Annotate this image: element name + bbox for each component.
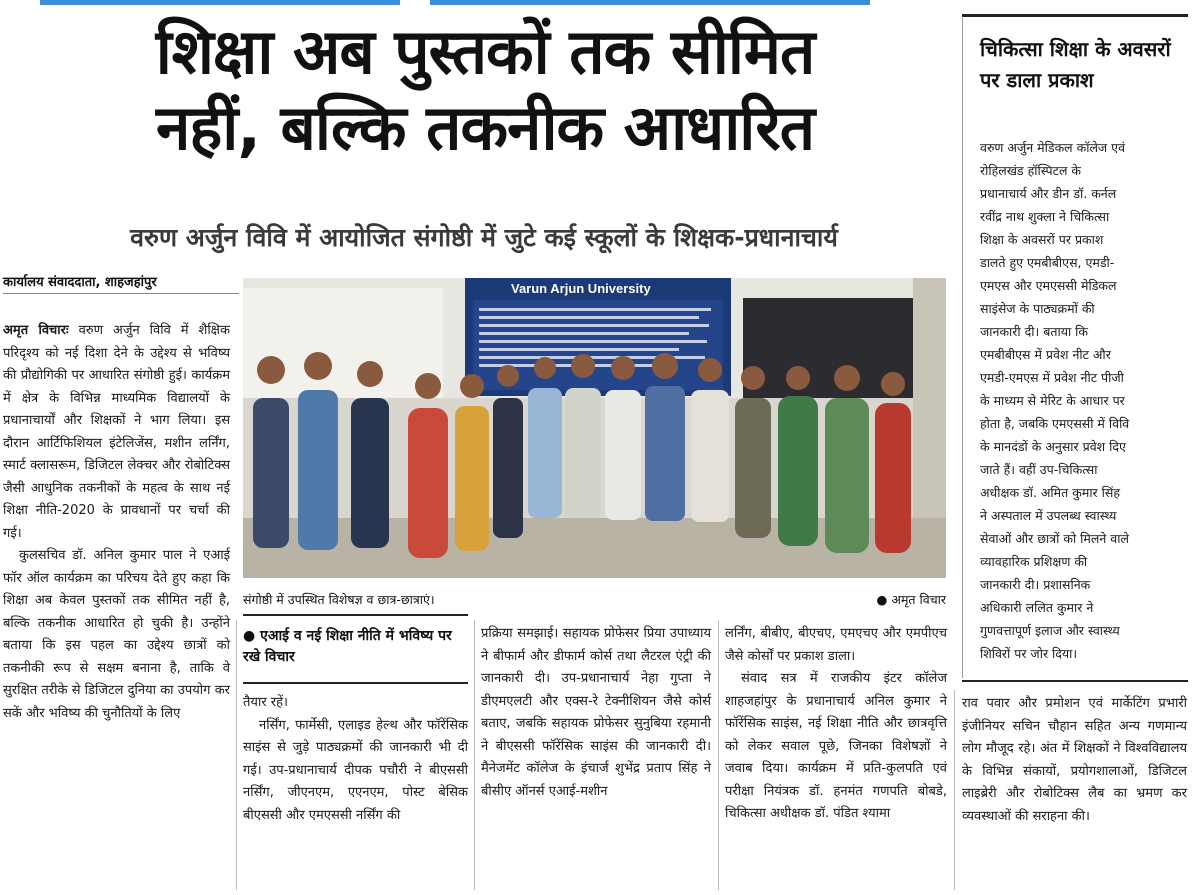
paragraph: तैयार रहें। bbox=[243, 695, 288, 710]
article-column-1 bbox=[3, 320, 230, 725]
article-column-4 bbox=[725, 623, 947, 826]
paragraph: संवाद सत्र में राजकीय इंटर कॉलेज शाहजहांपुर के प्रधानाचार्य अनिल कुमार ने फॉरेंसिक साइंस, नई शिक्षा नीति और छात्रवृत्ति को लेकर सवाल पूछे, जिनका विशेषज्ञों ने जवाब दिया। कार्यक्रम में प्रति-कुलपति एवं परीक्षा नियंत्रक डॉ. हनमंत गणपति बोबडे, चिकित्सा अधीक्षक डॉ. पंडित श्यामा bbox=[725, 671, 947, 821]
sidebar-left-rule bbox=[962, 18, 963, 678]
subhead-box-bottom-rule bbox=[243, 682, 468, 684]
byline: कार्यालय संवाददाता, शाहजहांपुर bbox=[3, 272, 239, 294]
sidebar-title: चिकित्सा शिक्षा के अवसरों पर डाला प्रकाश bbox=[980, 37, 1171, 92]
screen-banner-title: Varun Arjun University bbox=[511, 281, 651, 296]
column-divider bbox=[236, 620, 237, 890]
column-divider bbox=[474, 620, 475, 890]
lead-paragraph bbox=[3, 320, 230, 545]
headline-line-1: शिक्षा अब पुस्तकों तक सीमित bbox=[155, 15, 815, 88]
paragraph: लर्निंग, बीबीए, बीएचए, एमएचए और एमपीएच जैसे कोर्सों पर प्रकाश डाला। bbox=[725, 626, 947, 664]
paragraph: प्रक्रिया समझाई। सहायक प्रोफेसर प्रिया उपाध्याय ने बीफार्म और डीफार्म कोर्स तथा लैटरल एंट्री की जानकारी दी। उप-प्रधानाचार्य नेहा गुप्ता ने डीएमएलटी और एक्स-रे टेक्नीशियन जैसे कोर्स बताए, जबकि सहायक प्रोफेसर सुनुबिया रहमानी ने बीएससी फॉरेंसिक साइंस की जानकारी दी। मैनेजमेंट कॉलेज के इंचार्ज शुभेंद्र प्रताप सिंह ने बीसीए ऑनर्स एआई-मशीन bbox=[481, 626, 711, 799]
sidebar-top-rule bbox=[962, 14, 1188, 17]
photo-caption: संगोष्ठी में उपस्थित विशेषज्ञ व छात्र-छात्राएं। bbox=[243, 592, 435, 607]
sidebar-body: वरुण अर्जुन मेडिकल कॉलेज एवं रोहिलखंड हॉस्पिटल के प्रधानाचार्य और डीन डॉ. कर्नल रवींद्र नाथ शुक्ला ने चिकित्सा शिक्षा के अवसरों पर प्रकाश डालते हुए एमबीबीएस, एमडी-एमएस और एमएससी मेडिकल साइंसेज के पाठ्यक्रमों की जानकारी दी। बताया कि एमबीबीएस में प्रवेश नीट और एमडी-एमएस में प्रवेश नीट पीजी के माध्यम से मेरिट के आधार पर होता है, जबकि एमएससी में विवि के मानदंडों के अनुसार प्रवेश दिए जाते हैं। वहीं उप-चिकित्सा अधीक्षक डॉ. अमित कुमार सिंह ने अस्पताल में उपलब्ध स्वास्थ्य सेवाओं और छात्रों को मिलने वाले व्यावहारिक प्रशिक्षण की जानकारी दी। प्रशासनिक अधिकारी ललित कुमार ने गुणवत्तापूर्ण इलाज और स्वास्थ्य शिविरों पर जोर दिया। bbox=[980, 140, 1130, 661]
headline bbox=[20, 14, 950, 166]
paragraph: राव पवार और प्रमोशन एवं मार्केटिंग प्रभारी इंजीनियर सचिन चौहान सहित अन्य गणमान्य लोग मौजूद रहे। अंत में शिक्षकों ने विश्वविद्यालय के विभिन्न संकायों, प्रयोगशालाओं, डिजिटल लाइब्रेरी और रोबोटिक्स लैब का भ्रमण कर व्यवस्थाओं की सराहना की। bbox=[962, 696, 1187, 824]
headline-line-2: नहीं, बल्कि तकनीक आधारित bbox=[155, 91, 815, 164]
lead-text: वरुण अर्जुन विवि में शैक्षिक परिदृश्य को नई दिशा देने के उद्देश्य से भविष्य की प्रौद्योगिकी पर आधारित संगोष्ठी हुई। कार्यक्रम में क्षेत्र के विभिन्न माध्यमिक विद्यालयों के प्रधानाचार्यों और शिक्षकों ने भाग लिया। इस दौरान आर्टिफिशियल इंटेलिजेंस, मशीन लर्निंग, स्मार्ट क्लासरूम, डिजिटल लेक्चर और रोबोटिक्स जैसी आधुनिक तकनीकों के महत्व के साथ नई शिक्षा नीति-2020 के प्रावधानों पर चर्चा की गई। bbox=[3, 323, 230, 541]
subhead-box-top-rule bbox=[243, 614, 468, 616]
group-photo bbox=[243, 278, 946, 578]
subheadline: वरुण अर्जुन विवि में आयोजित संगोष्ठी में जुटे कई स्कूलों के शिक्षक-प्रधानाचार्य bbox=[130, 223, 838, 252]
group-photo-illustration bbox=[243, 278, 946, 578]
photo-credit: ● अमृत विचार bbox=[876, 592, 946, 607]
paragraph: नर्सिंग, फार्मेसी, एलाइड हेल्थ और फॉरेंसिक साइंस से जुड़े पाठ्यक्रमों की जानकारी भी दी गई। उप-प्रधानाचार्य दीपक पचौरी ने बीएससी नर्सिंग, जीएनएम, एएनएम, पोस्ट बेसिक बीएससी और एमएससी नर्सिंग की bbox=[243, 717, 468, 823]
top-accent-bar bbox=[0, 0, 1192, 6]
paragraph: कुलसचिव डॉ. अनिल कुमार पाल ने एआई फॉर ऑल कार्यक्रम का परिचय देते हुए कहा कि शिक्षा अब केवल पुस्तकों तक सीमित नहीं है, बल्कि तकनीक आधारित हो चुकी है। उन्होंने बताया कि इस पहल का उद्देश्य छात्रों को तकनीकी रूप से सक्षम बनाना है, ताकि वे सुरक्षित तरीके से डिजिटल दुनिया का उपयोग कर सकें और भविष्य की चुनौतियों के लिए bbox=[3, 548, 230, 721]
lead-label: अमृत विचारः bbox=[3, 323, 69, 338]
article-column-5 bbox=[962, 693, 1187, 828]
column-divider bbox=[954, 690, 955, 890]
sidebar-bottom-rule bbox=[962, 680, 1188, 682]
photo-caption-row bbox=[243, 591, 946, 608]
column-divider bbox=[718, 620, 719, 890]
article-column-3 bbox=[481, 623, 711, 803]
subhead-box: ● एआई व नई शिक्षा नीति में भविष्य पर रखे विचार bbox=[243, 628, 452, 665]
article-column-2 bbox=[243, 692, 468, 827]
